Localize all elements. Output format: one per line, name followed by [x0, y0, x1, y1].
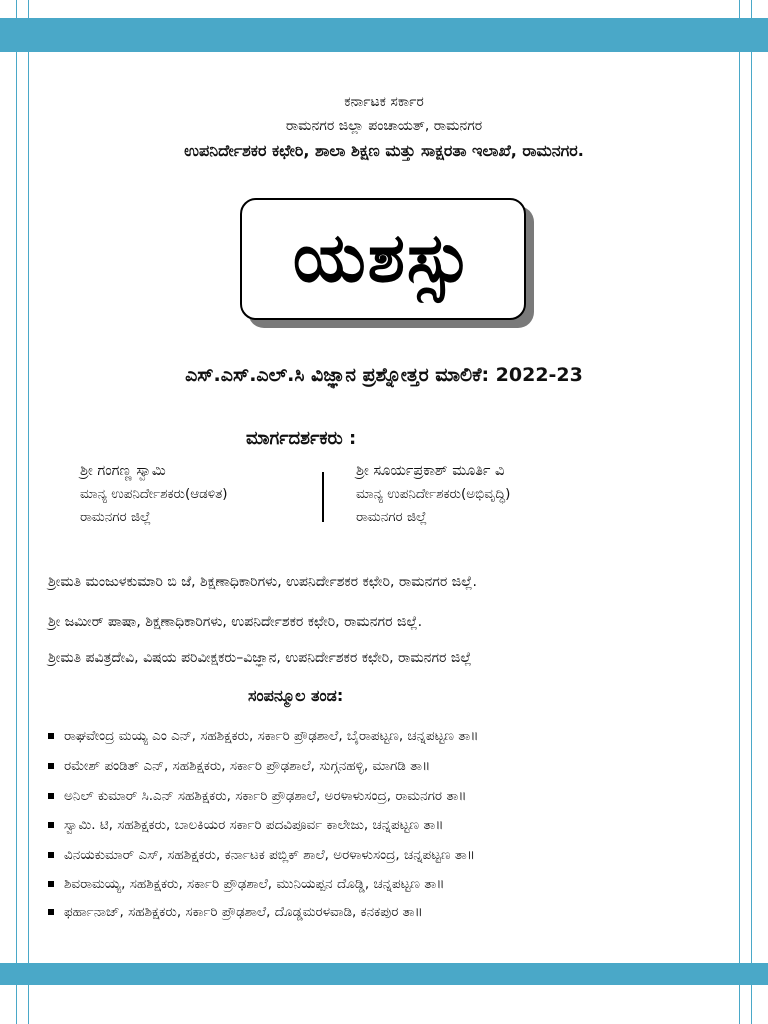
member-text: ಸ್ವಾಮಿ. ಟಿ, ಸಹಶಿಕ್ಷಕರು, ಬಾಲಕಿಯರ ಸರ್ಕಾರಿ ಪದವಿಪೂರ್ವ ಕಾಲೇಜು, ಚನ್ನಪಟ್ಟಣ ತಾ॥	[64, 817, 444, 833]
bullet-icon	[48, 793, 54, 799]
guide-left	[80, 460, 228, 529]
header-government: ಕರ್ನಾಟಕ ಸರ್ಕಾರ	[344, 94, 424, 110]
member-text: ರಾಘವೇಂದ್ರ ಮಯ್ಯ ಎಂ ಎನ್, ಸಹಶಿಕ್ಷಕರು, ಸರ್ಕಾರಿ ಪ್ರೌಢಶಾಲೆ, ಬೈರಾಪಟ್ಟಣ, ಚನ್ನಪಟ್ಟಣ ತಾ॥	[64, 728, 479, 744]
list-item	[48, 817, 443, 833]
guides-separator	[322, 472, 324, 522]
bottom-color-band	[0, 963, 768, 985]
list-item	[48, 758, 430, 774]
list-item	[48, 728, 478, 744]
guides-heading: ಮಾರ್ಗದರ್ಶಕರು :	[246, 428, 357, 449]
member-text: ವಿನಯಕುಮಾರ್ ಎಸ್, ಸಹಶಿಕ್ಷಕರು, ಕರ್ನಾಟಕ ಪಬ್ಲಿಕ್ ಶಾಲೆ, ಅರಳಾಳುಸಂದ್ರ, ಚನ್ನಪಟ್ಟಣ ತಾ॥	[64, 847, 476, 863]
list-item	[48, 904, 423, 920]
guide-right	[356, 460, 510, 529]
document-subtitle: ಎಸ್.ಎಸ್.ಎಲ್.ಸಿ ವಿಜ್ಞಾನ ಪ್ರಶ್ನೋತ್ತರ ಮಾಲಿಕೆ: 2022-23	[185, 364, 583, 386]
member-text: ರಮೇಶ್ ಪಂಡಿತ್ ಎನ್, ಸಹಶಿಕ್ಷಕರು, ಸರ್ಕಾರಿ ಪ್ರೌಢಶಾಲೆ, ಸುಗ್ಗನಹಳ್ಳಿ, ಮಾಗಡಿ ತಾ॥	[64, 758, 431, 774]
top-color-band	[0, 18, 768, 52]
bullet-icon	[48, 909, 54, 915]
guide-right-name: ಶ್ರೀ ಸೂರ್ಯಪ್ರಕಾಶ್ ಮೂರ್ತಿ ವಿ	[356, 463, 505, 479]
title-box	[240, 198, 526, 320]
list-item	[48, 788, 467, 804]
header-office: ಉಪನಿರ್ದೇಶಕರ ಕಛೇರಿ, ಶಾಲಾ ಶಿಕ್ಷಣ ಮತ್ತು ಸಾಕ್ಷರತಾ ಇಲಾಖೆ, ರಾಮನಗರ.	[184, 141, 584, 160]
guide-left-place: ರಾಮನಗರ ಜಿಲ್ಲೆ	[80, 509, 151, 525]
member-text: ಫರ್ಹಾನಾಜ್, ಸಹಶಿಕ್ಷಕರು, ಸರ್ಕಾರಿ ಪ್ರೌಢಶಾಲೆ, ದೊಡ್ಡಮರಳವಾಡಿ, ಕನಕಪುರ ತಾ॥	[64, 904, 423, 920]
bullet-icon	[48, 822, 54, 828]
list-item	[48, 847, 475, 863]
guide-left-name: ಶ್ರೀ ಗಂಗಣ್ಣ ಸ್ವಾಮಿ	[80, 463, 166, 479]
bullet-icon	[48, 733, 54, 739]
document-title: ಯಶಸ್ಸು	[292, 219, 474, 298]
member-text: ಶಿವರಾಮಯ್ಯ, ಸಹಶಿಕ್ಷಕರು, ಸರ್ಕಾರಿ ಪ್ರೌಢಶಾಲೆ, ಮುನಿಯಪ್ಪನ ದೊಡ್ಡಿ, ಚನ್ನಪಟ್ಟಣ ತಾ॥	[64, 876, 445, 892]
bullet-icon	[48, 763, 54, 769]
team-heading: ಸಂಪನ್ಮೂಲ ತಂಡ:	[248, 686, 344, 705]
guide-left-role: ಮಾನ್ಯ ಉಪನಿರ್ದೇಶಕರು(ಆಡಳಿತ)	[80, 486, 228, 502]
member-text: ಅನಿಲ್ ಕುಮಾರ್ ಸಿ.ಎನ್ ಸಹಶಿಕ್ಷಕರು, ಸರ್ಕಾರಿ ಪ್ರೌಢಶಾಲೆ, ಅರಳಾಳುಸಂದ್ರ, ರಾಮನಗರ ತಾ॥	[64, 788, 467, 804]
header-district-panchayat: ರಾಮನಗರ ಜಿಲ್ಲಾ ಪಂಚಾಯತ್, ರಾಮನಗರ	[285, 118, 483, 134]
list-item	[48, 876, 444, 892]
bullet-icon	[48, 852, 54, 858]
guide-right-place: ರಾಮನಗರ ಜಿಲ್ಲೆ	[356, 509, 427, 525]
officer-line: ಶ್ರೀಮತಿ ಪವಿತ್ರದೇವಿ, ವಿಷಯ ಪರಿವೀಕ್ಷಕರು–ವಿಜ್ಞಾನ, ಉಪನಿರ್ದೇಶಕರ ಕಛೇರಿ, ರಾಮನಗರ ಜಿಲ್ಲೆ	[48, 650, 472, 666]
officer-line: ಶ್ರೀಮತಿ ಮಂಜುಳಕುಮಾರಿ ಬಿ ಜೆ, ಶಿಕ್ಷಣಾಧಿಕಾರಿಗಳು, ಉಪನಿರ್ದೇಶಕರ ಕಛೇರಿ, ರಾಮನಗರ ಜಿಲ್ಲೆ.	[48, 574, 477, 590]
officer-line: ಶ್ರೀ ಜಮೀರ್ ಪಾಷಾ, ಶಿಕ್ಷಣಾಧಿಕಾರಿಗಳು, ಉಪನಿರ್ದೇಶಕರ ಕಛೇರಿ, ರಾಮನಗರ ಜಿಲ್ಲೆ.	[48, 614, 423, 630]
guide-right-role: ಮಾನ್ಯ ಉಪನಿರ್ದೇಶಕರು(ಅಭಿವೃದ್ಧಿ)	[356, 486, 511, 502]
bullet-icon	[48, 881, 54, 887]
